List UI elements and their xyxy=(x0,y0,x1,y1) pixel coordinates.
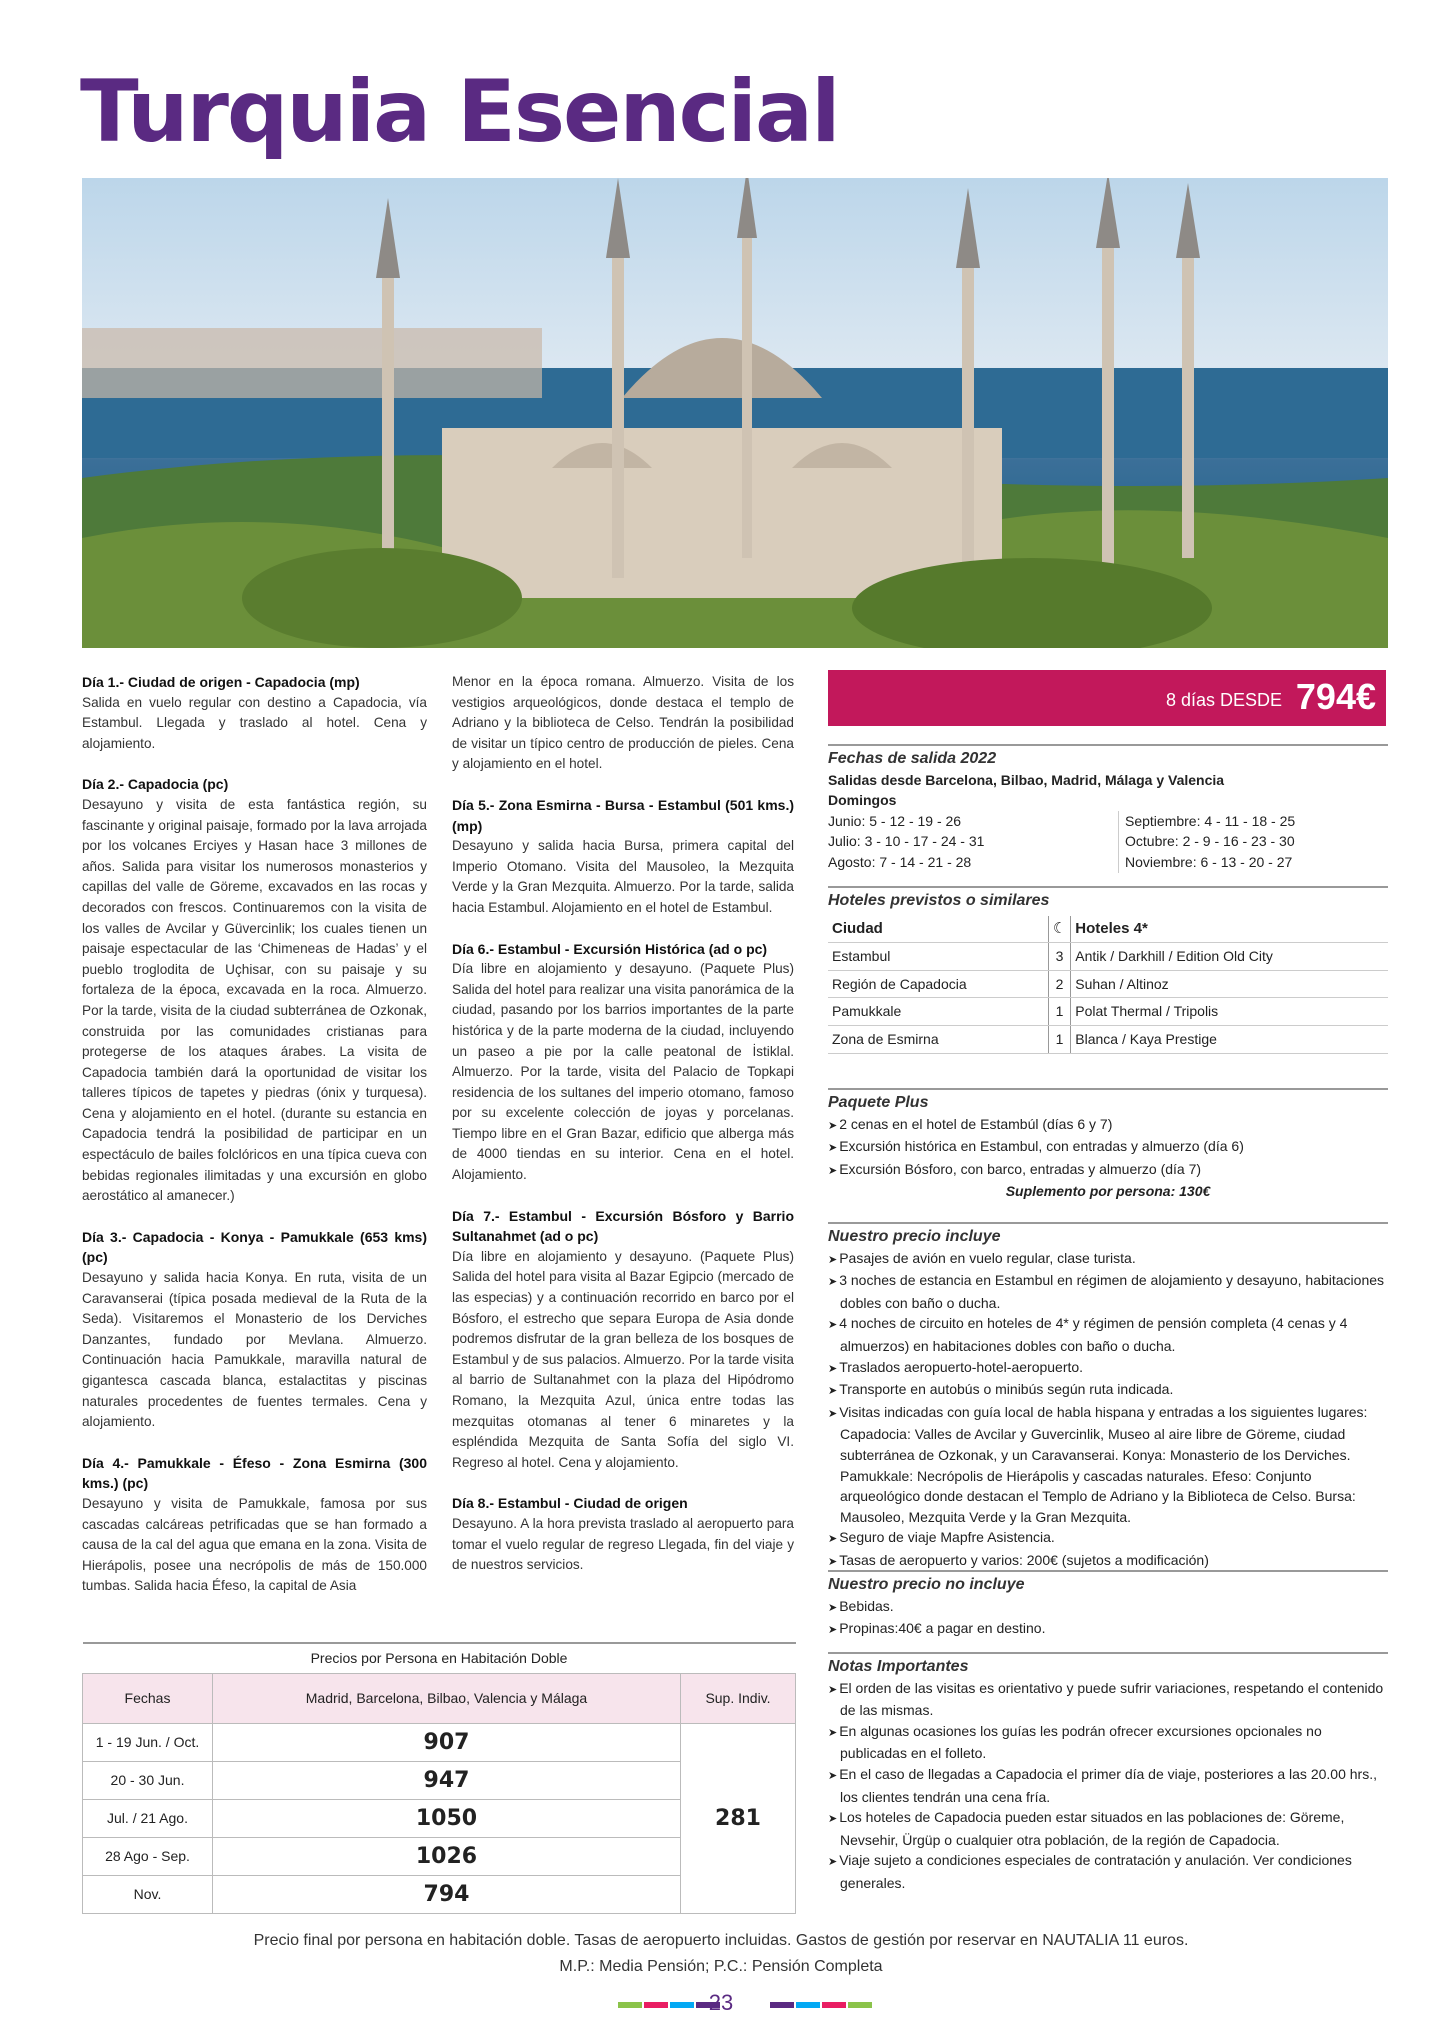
supplement-value: 281 xyxy=(681,1723,796,1913)
not-included-section xyxy=(828,1570,1388,1641)
list-item: ➤ Viaje sujeto a condiciones especiales de contratación y anulación. Ver condiciones generales. xyxy=(828,1850,1388,1893)
price-value: 947 xyxy=(213,1761,681,1799)
day-title: Día 1.- Ciudad de origen - Capadocia (mp) xyxy=(82,674,360,690)
hotel-name: Polat Thermal / Tripolis xyxy=(1071,998,1388,1026)
day-title: Día 7.- Estambul - Excursión Bósforo y Barrio Sultanahmet (ad o pc) xyxy=(452,1207,794,1245)
table-row xyxy=(828,1025,1388,1053)
hotels-table xyxy=(828,916,1388,1054)
section-title: Nuestro precio incluye xyxy=(828,1222,1388,1248)
hotel-nights: 1 xyxy=(1048,998,1070,1026)
day-text: Día libre en alojamiento y desayuno. (Paquete Plus) Salida del hotel para visita al Bazar Egipcio (mercado de las especias) y a continuación recorrido en barco por el Bósforo, el estrecho que separa Europa de Asia donde podremos disfrutar de la gran belleza de los bosques de Estambul y de sus palacios. Almuerzo. Por la tarde visita al barrio de Sultanahmet con la plaza del Hipódromo Romano, la Mezquita Azul, única entre todas las mezquitas otomanas al tener 6 minaretes y la espléndida Mezquita de Santa Sofía del siglo VI. Regreso al hotel. Cena y alojamiento. xyxy=(452,1248,794,1470)
table-row xyxy=(828,970,1388,998)
itinerary-column-1 xyxy=(82,672,427,1617)
list-item: ➤ En el caso de llegadas a Capadocia el primer día de viaje, posteriores a las 20.00 hrs., los clientes tendrán una cena fría. xyxy=(828,1764,1388,1807)
dates-left xyxy=(828,811,1118,873)
list-item: ➤ Visitas indicadas con guía local de habla hispana y entradas a los siguientes lugares: Capadocia: Valles de Avcilar y Guvercinlik, Museo al aire libre de Göreme, ciudad subterránea de Ozkonak, y un Caravanserai. Konya: Monasterio de los Derviches. Pamukkale: Necrópolis de Hierápolis y cascadas naturales. Efeso: Conjunto arqueológico donde destacan el Templo de Adriano y la Biblioteca de Celso. Bursa: Mausoleo, Mezquita Verde y la Gran Mezquita. xyxy=(828,1402,1388,1528)
col-city: Ciudad xyxy=(828,916,1048,943)
footer-abbreviations: M.P.: Media Pensión; P.C.: Pensión Completa xyxy=(559,1958,883,1975)
list-item: ➤ Bebidas. xyxy=(828,1596,1388,1619)
day-title: Día 3.- Capadocia - Konya - Pamukkale (653 kms) (pc) xyxy=(82,1228,427,1266)
price-value: 1026 xyxy=(213,1837,681,1875)
list-item: ➤ Transporte en autobús o minibús según ruta indicada. xyxy=(828,1379,1388,1402)
hotel-name: Antik / Darkhill / Edition Old City xyxy=(1071,943,1388,971)
day-8 xyxy=(452,1493,794,1575)
day-text: Desayuno. A la hora prevista traslado al aeropuerto para tomar el vuelo regular de regreso Llegada, fin del viaje y de nuestros servicios. xyxy=(452,1515,794,1573)
list-item: ➤ 3 noches de estancia en Estambul en régimen de alojamiento y desayuno, habitaciones dobles con baño o ducha. xyxy=(828,1270,1388,1313)
list-item: ➤ Excursión Bósforo, con barco, entradas y almuerzo (día 7) xyxy=(828,1159,1388,1182)
list-item: ➤ Pasajes de avión en vuelo regular, clase turista. xyxy=(828,1248,1388,1271)
price-date: Jul. / 21 Ago. xyxy=(83,1799,213,1837)
dates-right xyxy=(1118,811,1388,873)
day-text: Menor en la época romana. Almuerzo. Visita de los vestigios arqueológicos, donde destaca el templo de Adriano y la biblioteca de Celso. Tendrán la posibilidad de visitar un típico centro de producción de pieles. Cena y alojamiento en el hotel. xyxy=(452,674,794,772)
supplement-text: Suplemento por persona: 130€ xyxy=(1005,1183,1211,1200)
table-row xyxy=(828,998,1388,1026)
price-date: 20 - 30 Jun. xyxy=(83,1761,213,1799)
page-number: 23 xyxy=(708,1990,734,2015)
itinerary-column-2 xyxy=(452,672,794,1596)
list-item: ➤ Los hoteles de Capadocia pueden estar situados en las poblaciones de: Göreme, Nevsehir, Ürgüp o cualquier otra población, de la región de Capadocia. xyxy=(828,1807,1388,1850)
departure-cities: Salidas desde Barcelona, Bilbao, Madrid, Málaga y Valencia xyxy=(828,771,1225,788)
col-supplement: Sup. Indiv. xyxy=(681,1673,796,1723)
price-table-caption: Precios por Persona en Habitación Doble xyxy=(83,1643,796,1673)
price-banner-label: 8 días DESDE xyxy=(1165,690,1282,710)
price-table xyxy=(82,1642,796,1914)
hero-image-blue-mosque xyxy=(82,178,1388,648)
section-title: Notas Importantes xyxy=(828,1652,1388,1678)
day-1 xyxy=(82,672,427,754)
hotel-name: Blanca / Kaya Prestige xyxy=(1071,1025,1388,1053)
section-title: Hoteles previstos o similares xyxy=(828,886,1388,912)
footer-note: Precio final por persona en habitación doble. Tasas de aeropuerto incluidas. Gastos de gestión por reservar en NAUTALIA 11 euros. xyxy=(253,1932,1189,1949)
page-title: Turquia Esencial xyxy=(80,62,839,162)
list-item: ➤ Seguro de viaje Mapfre Asistencia. xyxy=(828,1527,1388,1550)
date-line: Noviembre: 6 - 13 - 20 - 27 xyxy=(1125,853,1293,870)
list-item: ➤ Propinas:40€ a pagar en destino. xyxy=(828,1618,1388,1641)
day-4 xyxy=(82,1453,427,1597)
list-item: ➤ El orden de las visitas es orientativo y puede sufrir variaciones, respetando el contenido de las mismas. xyxy=(828,1678,1388,1721)
day-text: Desayuno y visita de Pamukkale, famosa por sus cascadas calcáreas petrificadas que se han formado a causa de la cal del agua que emana en la zona. Visita de Hierápolis, posee una necrópolis de más de 150.000 tumbas. Salida hacia Éfeso, la capital de Asia xyxy=(82,1495,427,1594)
notes-section xyxy=(828,1652,1388,1894)
price-banner xyxy=(828,670,1386,726)
day-title: Día 6.- Estambul - Excursión Histórica (ad o pc) xyxy=(452,940,768,957)
date-line: Octubre: 2 - 9 - 16 - 23 - 30 xyxy=(1125,833,1295,850)
price-value: 907 xyxy=(213,1723,681,1761)
price-date: 28 Ago - Sep. xyxy=(83,1837,213,1875)
date-line: Agosto: 7 - 14 - 21 - 28 xyxy=(828,853,972,870)
departure-weekday: Domingos xyxy=(828,792,897,809)
hotel-name: Suhan / Altinoz xyxy=(1071,970,1388,998)
hotel-nights: 2 xyxy=(1048,970,1070,998)
date-line: Julio: 3 - 10 - 17 - 24 - 31 xyxy=(828,833,985,850)
moon-icon: ☾ xyxy=(1048,916,1070,943)
section-title: Paquete Plus xyxy=(828,1088,1388,1114)
col-cities: Madrid, Barcelona, Bilbao, Valencia y Málaga xyxy=(213,1673,681,1723)
col-dates: Fechas xyxy=(83,1673,213,1723)
date-line: Junio: 5 - 12 - 19 - 26 xyxy=(828,812,962,829)
hotel-city: Zona de Esmirna xyxy=(828,1025,1048,1053)
day-2 xyxy=(82,774,427,1206)
hotel-city: Pamukkale xyxy=(828,998,1048,1026)
day-title: Día 5.- Zona Esmirna - Bursa - Estambul (501 kms.) (mp) xyxy=(452,796,794,834)
price-date: Nov. xyxy=(83,1875,213,1913)
includes-section xyxy=(828,1222,1388,1573)
hotel-nights: 1 xyxy=(1048,1025,1070,1053)
price-value: 1050 xyxy=(213,1799,681,1837)
list-item: ➤ Tasas de aeropuerto y varios: 200€ (sujetos a modificación) xyxy=(828,1550,1388,1573)
day-title: Día 8.- Estambul - Ciudad de origen xyxy=(452,1495,688,1512)
day-7 xyxy=(452,1206,794,1474)
day-text: Día libre en alojamiento y desayuno. (Paquete Plus) Salida del hotel para realizar una visita panorámica de la ciudad, pasando por los barrios importantes de la parte histórica y de la parte moderna de la ciudad, incluyendo un paseo a pie por la calle peatonal de İstiklal. Almuerzo. Por la tarde, visita del Palacio de Topkapi residencia de los sultanes del imperio otomano, famoso por su excelente colección de joyas y porcelanas. Tiempo libre en el Gran Bazar, edificio que alberga más de 4000 tiendas en su interior. Cena en el hotel. Alojamiento. xyxy=(452,961,794,1183)
date-line: Septiembre: 4 - 11 - 18 - 25 xyxy=(1125,812,1296,829)
table-row xyxy=(83,1723,796,1761)
hotel-city: Región de Capadocia xyxy=(828,970,1048,998)
price-date: 1 - 19 Jun. / Oct. xyxy=(83,1723,213,1761)
day-title: Día 2.- Capadocia (pc) xyxy=(82,776,229,793)
list-item: ➤ En algunas ocasiones los guías les podrán ofrecer excursiones opcionales no publicadas en el folleto. xyxy=(828,1721,1388,1764)
day-5 xyxy=(452,795,794,919)
list-item: ➤ Excursión histórica en Estambul, con entradas y almuerzo (día 6) xyxy=(828,1136,1388,1159)
section-title: Fechas de salida 2022 xyxy=(828,744,1388,770)
hotel-city: Estambul xyxy=(828,943,1048,971)
section-title: Nuestro precio no incluye xyxy=(828,1570,1388,1596)
hotels-section xyxy=(828,886,1388,1054)
day-3 xyxy=(82,1227,427,1433)
hotel-nights: 3 xyxy=(1048,943,1070,971)
day-text: Salida en vuelo regular con destino a Capadocia, vía Estambul. Llegada y traslado al hotel. Cena y alojamiento. xyxy=(82,694,427,751)
list-item: ➤ 2 cenas en el hotel de Estambúl (días 6 y 7) xyxy=(828,1114,1388,1137)
price-banner-amount: 794€ xyxy=(1295,676,1376,717)
day-text: Desayuno y visita de esta fantástica región, su fascinante y original paisaje, formado por la lava arrojada por los volcanes Erciyes y Hasan hace 3 millones de años. Salida para visitar los numerosos monasterios y capillas del valle de Göreme, excavados en las rocas y decorados con frescos. Continuaremos con la visita de los valles de Avcilar y Güvercinlik; los cuales tienen un paisaje espectacular de las ‘Chimeneas de Hadas’ y el pueblo troglodita de Uçhisar, con su paisaje y su fortaleza de la época, excavada en la roca. Almuerzo. Por la tarde, visita de la ciudad subterránea de Ozkonak, construida por las comunidades cristianas para protegerse de los ataques árabes. La visita de Capadocia también dará la oportunidad de visitar los talleres típicos de tapetes y piedras (ónix y turquesa). Cena y alojamiento en el hotel. (durante su estancia en Capadocia tendrá la posibilidad de participar en un espectáculo de bailes folclóricos en una típica cueva con bebidas regionales ilimitadas y una excursión en globo aerostático al amanecer.) xyxy=(82,796,427,1204)
list-item: ➤ 4 noches de circuito en hoteles de 4* y régimen de pensión completa (4 cenas y 4 almuerzos) en habitaciones dobles con baño o ducha. xyxy=(828,1313,1388,1356)
list-item: ➤ Traslados aeropuerto-hotel-aeropuerto. xyxy=(828,1357,1388,1380)
day-title: Día 4.- Pamukkale - Éfeso - Zona Esmirna (300 kms.) (pc) xyxy=(82,1454,427,1492)
day-4-continued xyxy=(452,672,794,775)
day-text: Desayuno y salida hacia Konya. En ruta, visita de un Caravanserai (típica posada medieval de la Ruta de la Seda). Visitaremos el Monasterio de los Derviches Danzantes, fundado por Mevlana. Almuerzo. Continuación hacia Pamukkale, maravilla natural de gigantesca cascada blanca, estalactitas y piscinas naturales procedentes de fuentes termales. Cena y alojamiento. xyxy=(82,1270,427,1430)
price-value: 794 xyxy=(213,1875,681,1913)
col-hotel: Hoteles 4* xyxy=(1071,916,1388,943)
day-6 xyxy=(452,939,794,1186)
departure-dates-section xyxy=(828,744,1388,873)
plus-package-section xyxy=(828,1088,1388,1202)
table-row xyxy=(828,943,1388,971)
day-text: Desayuno y salida hacia Bursa, primera capital del Imperio Otomano. Visita del Mausoleo, la Mezquita Verde y la Gran Mezquita. Almuerzo. Por la tarde, salida hacia Estambul. Alojamiento en el hotel de Estambul. xyxy=(452,838,794,915)
